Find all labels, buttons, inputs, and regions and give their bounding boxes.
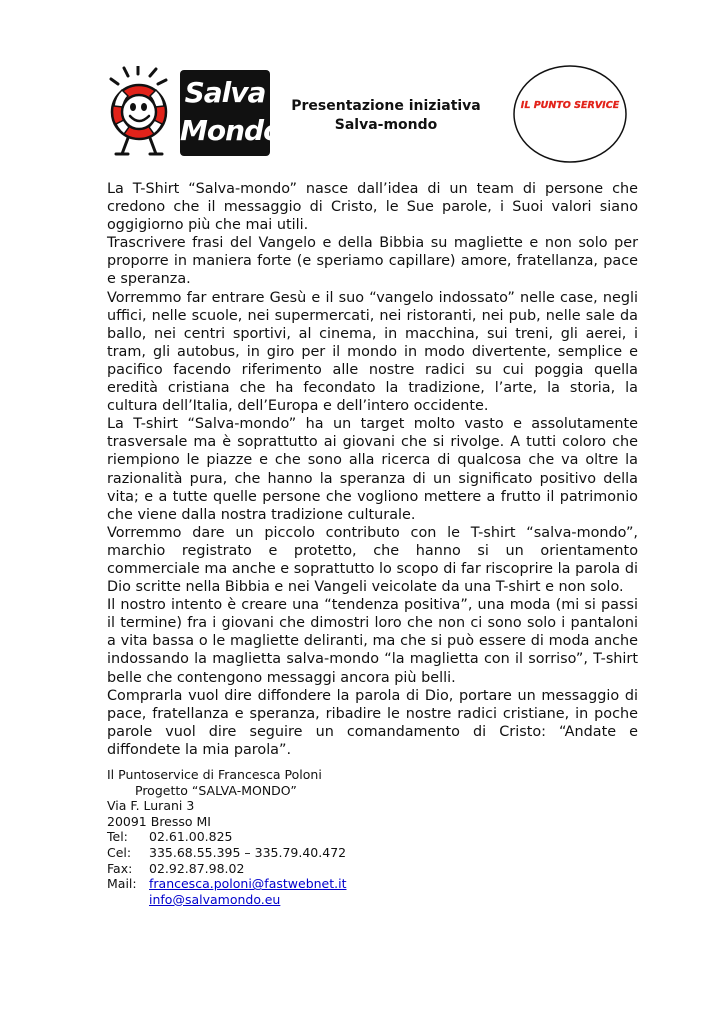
mail-row	[107, 876, 507, 892]
title-line-2: Salva-mondo	[334, 117, 438, 133]
city-address: 20091 Bresso MI	[107, 813, 211, 829]
fax-row	[107, 861, 507, 877]
email-link-secondary[interactable]: info@salvamondo.eu	[149, 891, 281, 907]
title-line-1: Presentazione iniziativa	[291, 98, 481, 114]
paragraph: Vorremmo dare un piccolo contributo con le T-shirt “salva-mondo”, marchio registrato e protetto, che hanno si un orientamento commerciale ma anche e soprattutto lo scopo di far riscoprire la parola di Dio scritte nella Bibbia e nei Vangeli veicolate da una T-shirt e non solo.	[107, 524, 638, 596]
street-address: Via F. Lurani 3	[107, 798, 195, 814]
tel-row	[107, 829, 507, 845]
wordmark-line-1: Salva	[184, 76, 266, 109]
mail-label: Mail:	[107, 876, 137, 892]
contact-block	[107, 767, 507, 907]
email-link-primary[interactable]: francesca.poloni@fastwebnet.it	[149, 876, 347, 892]
il-punto-service-logo	[512, 64, 628, 164]
paragraph: Il nostro intento è creare una “tendenza positiva”, una moda (mi si passi il termine) fra i giovani che dimostri loro che non ci sono solo i pantaloni a vita bassa o le magliette deliranti, ma che si può essere di moda anche indossando la maglietta salva-mondo “la maglietta con il sorriso”, T-shirt belle che contengono messaggi ancora più belli.	[107, 597, 638, 686]
paragraph: La T-Shirt “Salva-mondo” nasce dall’idea di un team di persone che credono che il messaggio di Cristo, le Sue parole, i Suoi valori siano oggigiorno più che mai utili.	[107, 181, 638, 234]
body-text	[107, 180, 638, 759]
mail-row-secondary	[107, 892, 507, 908]
salva-mondo-mascot-logo	[106, 66, 178, 158]
cel-value: 335.68.55.395 – 335.79.40.472	[149, 844, 347, 860]
cel-label: Cel:	[107, 844, 132, 860]
project-name: Progetto “SALVA-MONDO”	[135, 782, 297, 798]
cel-row	[107, 845, 507, 861]
paragraph: Trascrivere frasi del Vangelo e della Bibbia su magliette e non solo per proporre in maniera forte (e speriamo capillare) amore, fratellanza, pace e speranza.	[107, 235, 638, 288]
tel-label: Tel:	[107, 829, 128, 845]
salva-mondo-wordmark-logo	[180, 70, 282, 156]
paragraph: La T-shirt “Salva-mondo” ha un target molto vasto e assolutamente trasversale ma è soprattutto ai giovani che si rivolge. A tutti coloro che riempiono le piazze e che sono alla ricerca di qualcosa che va oltre la razionalità pura, che hanno la speranza di un significato positivo della vita; e a tutte quelle persone che vogliono mettere a frutto il patrimonio che viene dalla nostra tradizione culturale.	[107, 416, 638, 523]
fax-label: Fax:	[107, 860, 133, 876]
wordmark-line-2: Mondo	[180, 114, 282, 147]
tel-value: 02.61.00.825	[149, 829, 233, 845]
company-name: Il Puntoservice di Francesca Poloni	[107, 767, 322, 782]
paragraph: Vorremmo far entrare Gesù e il suo “vangelo indossato” nelle case, negli uffici, nelle scuole, nei supermercati, nei ristoranti, nei pub, nelle sale da ballo, nei centri sportivi, al cinema, in macchina, sui treni, gli aerei, i tram, gli autobus, in giro per il mondo in modo divertente, semplice e pacifico facendo riferimento alle nostre radici su cui poggia quella eredità cristiana che ha fecondato la tradizione, l’arte, la storia, la cultura dell’Italia, dell’Europa e dell’intero occidente.	[107, 289, 638, 415]
fax-value: 02.92.87.98.02	[149, 860, 245, 876]
paragraph: Comprarla vuol dire diffondere la parola di Dio, portare un messaggio di pace, fratellanza e speranza, ribadire le nostre radici cristiane, in poche parole vuol dire seguire un comandamento di Cristo: “Andate e diffondete la mia parola”.	[107, 687, 638, 758]
logo-round-text: IL PUNTO SERVICE	[520, 100, 620, 111]
page-title	[286, 97, 486, 135]
